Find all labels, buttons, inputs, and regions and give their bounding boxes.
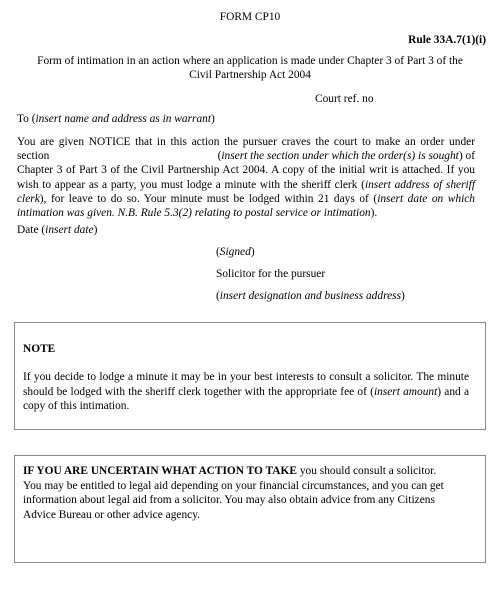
form-subtitle-line-2: Civil Partnership Act 2004: [189, 69, 311, 81]
addressee-prefix: To (: [17, 113, 36, 125]
form-title: FORM CP10: [219, 11, 281, 23]
notice-paragraph: [17, 135, 475, 220]
note-line-1: If you decide to lodge a minute it may be in your best interests to consult a solicitor. The minute: [23, 371, 469, 383]
court-reference: Court ref. no: [315, 93, 374, 105]
advice-line-2: You may be entitled to legal aid depending on your financial circumstances, and you can get: [23, 479, 444, 492]
form-subtitle-line-1: Form of intimation in an action where an application is made under Chapter 3 of Part 3 of the: [37, 55, 463, 67]
addressee-suffix: ): [211, 113, 215, 125]
advice-line-1: IF YOU ARE UNCERTAIN WHAT ACTION TO TAKE you should consult a solicitor.: [23, 465, 437, 477]
designation-line: (insert designation and business address): [216, 290, 405, 302]
note-box: [14, 322, 486, 430]
notice-section-word: section: [17, 150, 50, 163]
advice-line-3: information about legal aid from a solicitor. You may also obtain advice from any Citizens: [23, 494, 435, 506]
note-line-2: should be lodged with the sheriff clerk together with the appropriate fee of (insert amount) and a: [23, 385, 470, 398]
addressee-line: [17, 112, 215, 126]
notice-section-instruction: (insert the section under which the order(s) is sought) of: [217, 150, 475, 163]
signature-line: (Signed): [216, 246, 255, 258]
advice-body: [23, 464, 473, 522]
notice-line-5: clerk), for leave to do so. Your minute must be lodged within 21 days of (insert date on which: [17, 192, 475, 205]
notice-line-2: [17, 149, 475, 163]
solicitor-role: Solicitor for the pursuer: [216, 268, 326, 280]
notice-line-4: wish to appear as a party, you must lodge a minute with the sheriff clerk (insert address of sheriff: [17, 178, 476, 191]
addressee-instruction: insert name and address as in warrant: [35, 113, 212, 125]
rule-reference: Rule 33A.7(1)(i): [408, 34, 486, 46]
notice-line-6: intimation was given. N.B. Rule 5.3(2) relating to postal service or intimation).: [17, 207, 378, 219]
note-line-3: copy of this intimation.: [23, 400, 130, 412]
note-body: [23, 370, 469, 414]
date-instruction: insert date: [45, 224, 94, 236]
advice-line-4: Advice Bureau or other advice agency.: [23, 508, 200, 521]
date-line: Date (insert date): [17, 224, 98, 236]
notice-line-3: Chapter 3 of Part 3 of the Civil Partnership Act 2004. A copy of the initial writ is attached. If you: [17, 164, 475, 177]
note-heading: NOTE: [23, 343, 56, 355]
advice-box: [14, 455, 486, 563]
notice-line-1: You are given NOTICE that in this action the pursuer craves the court to make an order under: [17, 136, 475, 148]
advice-lead: IF YOU ARE UNCERTAIN WHAT ACTION TO TAKE: [23, 465, 297, 477]
